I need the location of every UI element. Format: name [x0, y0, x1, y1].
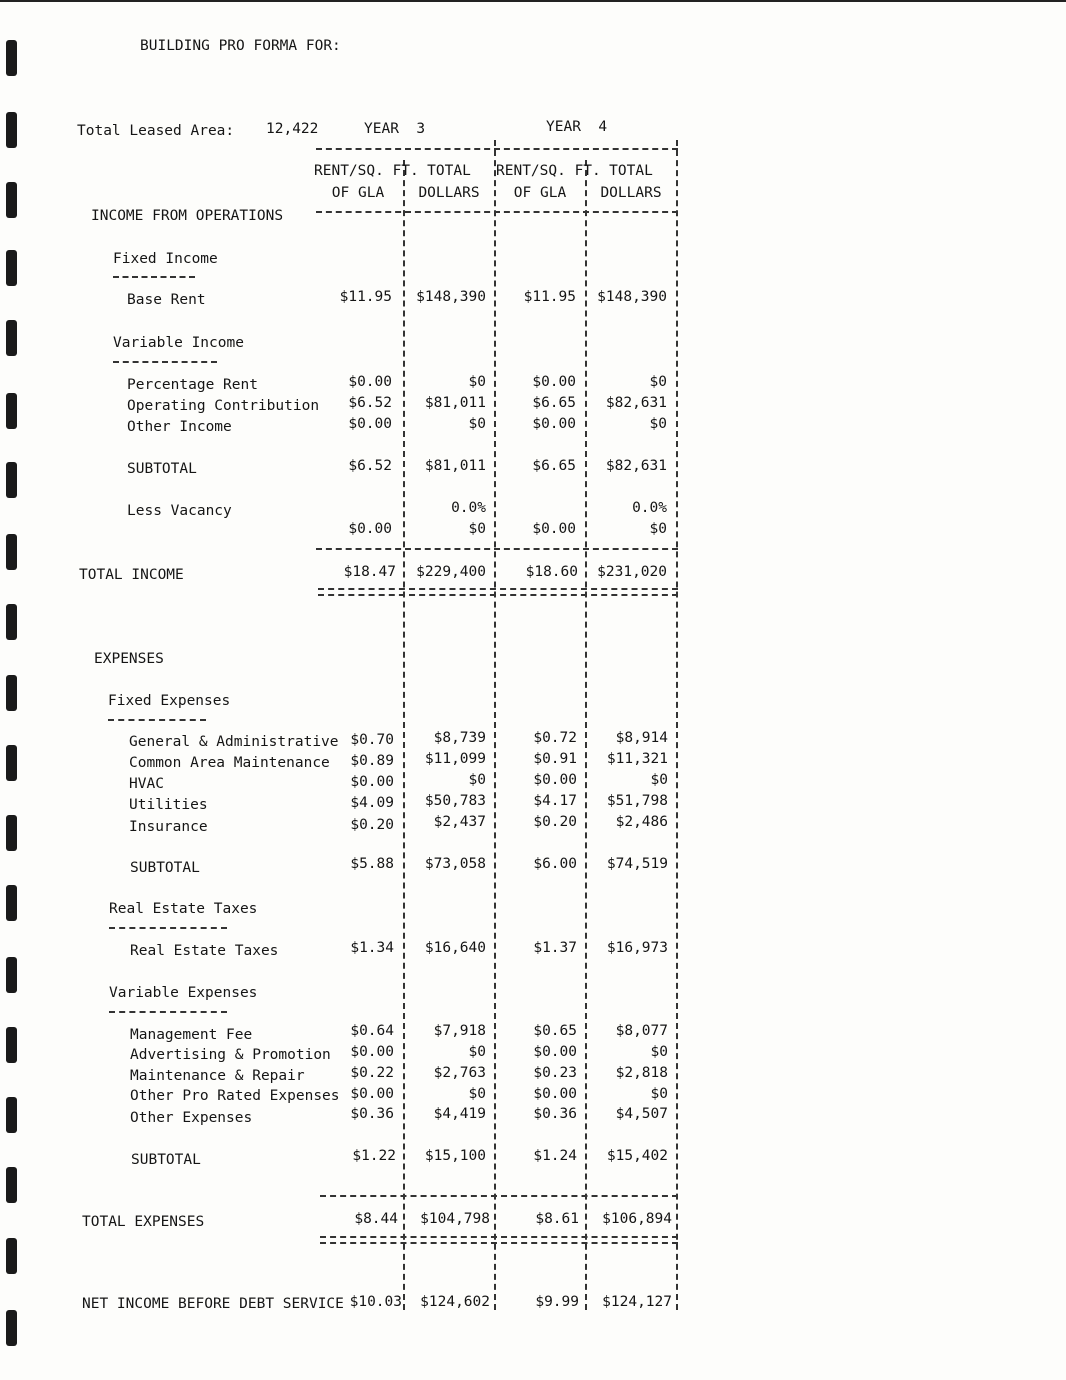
- binder-hole: [6, 320, 17, 356]
- row-label: SUBTOTAL: [130, 860, 200, 876]
- page-top-edge: [0, 0, 1066, 2]
- row-label: Other Pro Rated Expenses: [130, 1088, 340, 1104]
- y4-total-cell: $0: [649, 521, 667, 537]
- y4-total-cell: $0: [650, 1086, 668, 1102]
- y3-total-cell: $4,419: [433, 1106, 486, 1122]
- y3-total-cell: $0: [468, 772, 486, 788]
- y3-rent-cell: $0.00: [348, 374, 392, 390]
- y4-total-cell: $148,390: [597, 289, 667, 305]
- y4-total-cell: $231,020: [597, 564, 667, 580]
- column-divider: [585, 160, 587, 1310]
- y4-total-cell: $15,402: [606, 1148, 668, 1164]
- y3-total-cell: $15,100: [424, 1148, 486, 1164]
- y3-rent-cell: $0.00: [348, 416, 392, 432]
- y3-rent-cell: $0.89: [350, 753, 394, 769]
- binder-hole: [6, 182, 17, 218]
- header-bottom-rule: [316, 211, 678, 213]
- y3-rent-cell: $0.22: [350, 1065, 394, 1081]
- y3-total-cell: $50,783: [424, 793, 486, 809]
- y4-rent-cell: $1.37: [533, 940, 577, 956]
- y4-total-cell: $8,077: [615, 1023, 668, 1039]
- y3-rent-header-line1: RENT/SQ. FT.: [314, 163, 419, 179]
- variable-income-underline: [113, 361, 217, 363]
- y4-rent-cell: $6.65: [532, 458, 576, 474]
- y3-rent-cell: $5.88: [350, 856, 394, 872]
- row-label: Other Income: [127, 419, 232, 435]
- y4-total-cell: $74,519: [606, 856, 668, 872]
- y3-rent-cell: $8.44: [354, 1211, 398, 1227]
- binder-hole: [6, 815, 17, 851]
- row-label: SUBTOTAL: [127, 461, 197, 477]
- section-fixed-income: Fixed Income: [113, 251, 218, 267]
- row-label: Insurance: [129, 819, 208, 835]
- y3-rent-cell: $0.00: [350, 1086, 394, 1102]
- section-variable-expenses: Variable Expenses: [109, 985, 258, 1001]
- y4-rent-header-line1: RENT/SQ. FT.: [496, 163, 601, 179]
- y4-rent-cell: $6.00: [533, 856, 577, 872]
- fixed-income-underline: [113, 276, 195, 278]
- y4-total-cell: $2,818: [615, 1065, 668, 1081]
- leased-area-value: 12,422: [266, 121, 319, 137]
- binder-hole: [6, 604, 17, 640]
- row-label: Base Rent: [127, 292, 206, 308]
- binder-hole: [6, 1027, 17, 1063]
- row-label: TOTAL INCOME: [79, 567, 184, 583]
- y4-rent-cell: $0.23: [533, 1065, 577, 1081]
- y3-total-cell: $104,798: [420, 1211, 490, 1227]
- y3-rent-header-line2: OF GLA: [331, 185, 385, 201]
- row-label: Common Area Maintenance: [129, 755, 330, 771]
- binder-hole: [6, 745, 17, 781]
- y4-rent-cell: $0.00: [532, 374, 576, 390]
- y3-total-cell: $81,011: [424, 458, 486, 474]
- y3-total-cell: $73,058: [424, 856, 486, 872]
- section-real-estate-taxes: Real Estate Taxes: [109, 901, 258, 917]
- leased-area-label: Total Leased Area:: [77, 123, 235, 139]
- total-expenses-rule: [320, 1195, 678, 1197]
- y3-total-cell: $0: [468, 416, 486, 432]
- binder-hole: [6, 1310, 17, 1346]
- y4-total-cell: $0: [650, 1044, 668, 1060]
- y3-rent-cell: $1.34: [350, 940, 394, 956]
- column-divider: [403, 160, 405, 1310]
- column-divider: [494, 140, 496, 1310]
- y4-total-cell: $0: [649, 416, 667, 432]
- y4-total-cell: $4,507: [615, 1106, 668, 1122]
- y4-rent-cell: $0.36: [533, 1106, 577, 1122]
- row-label: Maintenance & Repair: [130, 1068, 305, 1084]
- row-label: Management Fee: [130, 1027, 253, 1043]
- y4-total-cell: $11,321: [606, 751, 668, 767]
- y3-total-cell: $0: [468, 1044, 486, 1060]
- y3-total-cell: $8,739: [433, 730, 486, 746]
- y4-rent-cell: $0.00: [533, 1044, 577, 1060]
- binder-hole: [6, 1238, 17, 1274]
- y3-total-header-line1: TOTAL: [427, 163, 471, 179]
- y4-total-header-line2: DOLLARS: [600, 185, 662, 201]
- y3-total-cell: $148,390: [416, 289, 486, 305]
- y3-rent-cell: $0.70: [350, 732, 394, 748]
- y4-total-cell: $0: [650, 772, 668, 788]
- y3-rent-cell: $0.00: [350, 774, 394, 790]
- y4-vacancy-pct: 0.0%: [632, 500, 667, 516]
- column-divider: [676, 140, 678, 1310]
- total-income-double-rule: [318, 588, 678, 596]
- y4-rent-cell: $0.00: [532, 416, 576, 432]
- y4-rent-cell: $0.20: [533, 814, 577, 830]
- y3-total-header-line2: DOLLARS: [418, 185, 480, 201]
- y3-rent-cell: $0.00: [350, 1044, 394, 1060]
- y3-total-cell: $7,918: [433, 1023, 486, 1039]
- y4-rent-header-line2: OF GLA: [513, 185, 567, 201]
- y3-total-cell: $81,011: [424, 395, 486, 411]
- year4-heading: YEAR 4: [546, 119, 608, 135]
- header-top-rule: [316, 148, 678, 150]
- y4-rent-cell: $0.00: [533, 1086, 577, 1102]
- y4-rent-cell: $8.61: [535, 1211, 579, 1227]
- row-label: Real Estate Taxes: [130, 943, 279, 959]
- y4-total-header-line1: TOTAL: [609, 163, 653, 179]
- real-estate-taxes-underline: [109, 927, 227, 929]
- y3-total-cell: $11,099: [424, 751, 486, 767]
- total-expenses-double-rule: [320, 1236, 678, 1244]
- binder-hole: [6, 1097, 17, 1133]
- variable-expenses-underline: [109, 1011, 227, 1013]
- binder-hole: [6, 957, 17, 993]
- y3-rent-cell: $1.22: [352, 1148, 396, 1164]
- y3-rent-cell: $0.36: [350, 1106, 394, 1122]
- y3-rent-cell: $18.47: [343, 564, 396, 580]
- y4-rent-cell: $1.24: [533, 1148, 577, 1164]
- section-income-operations: INCOME FROM OPERATIONS: [91, 208, 284, 224]
- y4-rent-cell: $0.00: [532, 521, 576, 537]
- row-label: Percentage Rent: [127, 377, 258, 393]
- y4-total-cell: $2,486: [615, 814, 668, 830]
- y3-rent-cell: $0.64: [350, 1023, 394, 1039]
- document-title: BUILDING PRO FORMA FOR:: [140, 38, 341, 54]
- row-label: General & Administrative: [129, 734, 339, 750]
- y4-rent-cell: $0.65: [533, 1023, 577, 1039]
- binder-hole: [6, 534, 17, 570]
- y3-total-cell: $16,640: [424, 940, 486, 956]
- binder-hole: [6, 250, 17, 286]
- y4-rent-cell: $6.65: [532, 395, 576, 411]
- binder-hole: [6, 40, 17, 76]
- y4-rent-cell: $0.72: [533, 730, 577, 746]
- binder-hole: [6, 675, 17, 711]
- binder-hole: [6, 393, 17, 429]
- y4-total-cell: $0: [649, 374, 667, 390]
- y4-rent-cell: $4.17: [533, 793, 577, 809]
- binder-hole: [6, 885, 17, 921]
- y3-total-cell: $124,602: [420, 1294, 490, 1310]
- y3-total-cell: $0: [468, 1086, 486, 1102]
- y3-rent-cell: $6.52: [348, 395, 392, 411]
- row-label: NET INCOME BEFORE DEBT SERVICE: [82, 1296, 344, 1312]
- y4-total-cell: $82,631: [605, 395, 667, 411]
- total-income-rule: [316, 548, 678, 550]
- row-label: Less Vacancy: [127, 503, 232, 519]
- row-label: HVAC: [129, 776, 164, 792]
- fixed-expenses-underline: [108, 719, 206, 721]
- row-label: Advertising & Promotion: [130, 1047, 331, 1063]
- row-label: Operating Contribution: [127, 398, 320, 414]
- y4-rent-cell: $9.99: [535, 1294, 579, 1310]
- y4-total-cell: $51,798: [606, 793, 668, 809]
- section-fixed-expenses: Fixed Expenses: [108, 693, 231, 709]
- row-label: Utilities: [129, 797, 208, 813]
- y3-total-cell: $0: [468, 521, 486, 537]
- y3-vacancy-pct: 0.0%: [451, 500, 486, 516]
- y4-rent-cell: $0.91: [533, 751, 577, 767]
- y3-total-cell: $0: [468, 374, 486, 390]
- row-label: SUBTOTAL: [131, 1152, 201, 1168]
- y3-total-cell: $229,400: [416, 564, 486, 580]
- y4-total-cell: $106,894: [602, 1211, 672, 1227]
- year3-heading: YEAR 3: [364, 121, 426, 137]
- y3-total-cell: $2,763: [433, 1065, 486, 1081]
- row-label: Other Expenses: [130, 1110, 253, 1126]
- row-label: TOTAL EXPENSES: [82, 1214, 205, 1230]
- binder-hole: [6, 462, 17, 498]
- y4-total-cell: $16,973: [606, 940, 668, 956]
- y4-total-cell: $124,127: [602, 1294, 672, 1310]
- y4-rent-cell: $11.95: [523, 289, 576, 305]
- y4-rent-cell: $18.60: [525, 564, 578, 580]
- y3-rent-cell: $4.09: [350, 795, 394, 811]
- section-variable-income: Variable Income: [113, 335, 244, 351]
- y3-rent-cell: $0.20: [350, 817, 394, 833]
- binder-hole: [6, 112, 17, 148]
- y3-rent-cell: $11.95: [339, 289, 392, 305]
- binder-hole: [6, 1167, 17, 1203]
- y3-rent-cell: $6.52: [348, 458, 392, 474]
- y3-total-cell: $2,437: [433, 814, 486, 830]
- y4-total-cell: $82,631: [605, 458, 667, 474]
- section-expenses: EXPENSES: [94, 651, 164, 667]
- y3-rent-cell: $0.00: [348, 521, 392, 537]
- y3-rent-cell: $10.03: [349, 1294, 402, 1310]
- y4-total-cell: $8,914: [615, 730, 668, 746]
- y4-rent-cell: $0.00: [533, 772, 577, 788]
